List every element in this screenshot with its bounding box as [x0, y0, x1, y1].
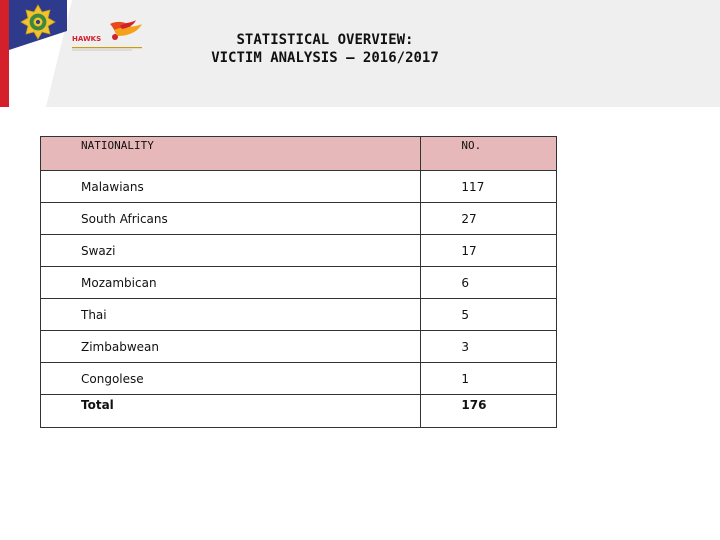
victim-nationality-table	[40, 136, 557, 428]
table-row	[41, 363, 557, 395]
title-line-1: STATISTICAL OVERVIEW:	[236, 32, 414, 48]
red-accent-bar	[0, 0, 9, 107]
count-cell: 3	[421, 331, 557, 363]
page-title	[160, 31, 490, 67]
table-row	[41, 299, 557, 331]
nationality-cell: Swazi	[41, 235, 421, 267]
count-cell: 6	[421, 267, 557, 299]
nationality-cell: Zimbabwean	[41, 331, 421, 363]
nationality-cell: Congolese	[41, 363, 421, 395]
count-cell: 117	[421, 171, 557, 203]
table-row	[41, 331, 557, 363]
table-row	[41, 235, 557, 267]
table-total-row	[41, 395, 557, 428]
total-count: 176	[421, 395, 557, 428]
nationality-cell: Malawians	[41, 171, 421, 203]
nationality-cell: Mozambican	[41, 267, 421, 299]
count-cell: 17	[421, 235, 557, 267]
hawks-logo-icon	[70, 20, 148, 54]
count-cell: 27	[421, 203, 557, 235]
police-star-emblem-icon	[20, 4, 56, 40]
table-header-row	[41, 137, 557, 171]
header-count: NO.	[421, 137, 557, 171]
table-row	[41, 267, 557, 299]
total-label: Total	[41, 395, 421, 428]
logo-name: HAWKS	[72, 35, 102, 43]
nationality-cell: South Africans	[41, 203, 421, 235]
count-cell: 5	[421, 299, 557, 331]
nationality-cell: Thai	[41, 299, 421, 331]
title-line-2: VICTIM ANALYSIS – 2016/2017	[211, 50, 439, 66]
table-row	[41, 203, 557, 235]
count-cell: 1	[421, 363, 557, 395]
header-nationality: NATIONALITY	[41, 137, 421, 171]
table-row	[41, 171, 557, 203]
